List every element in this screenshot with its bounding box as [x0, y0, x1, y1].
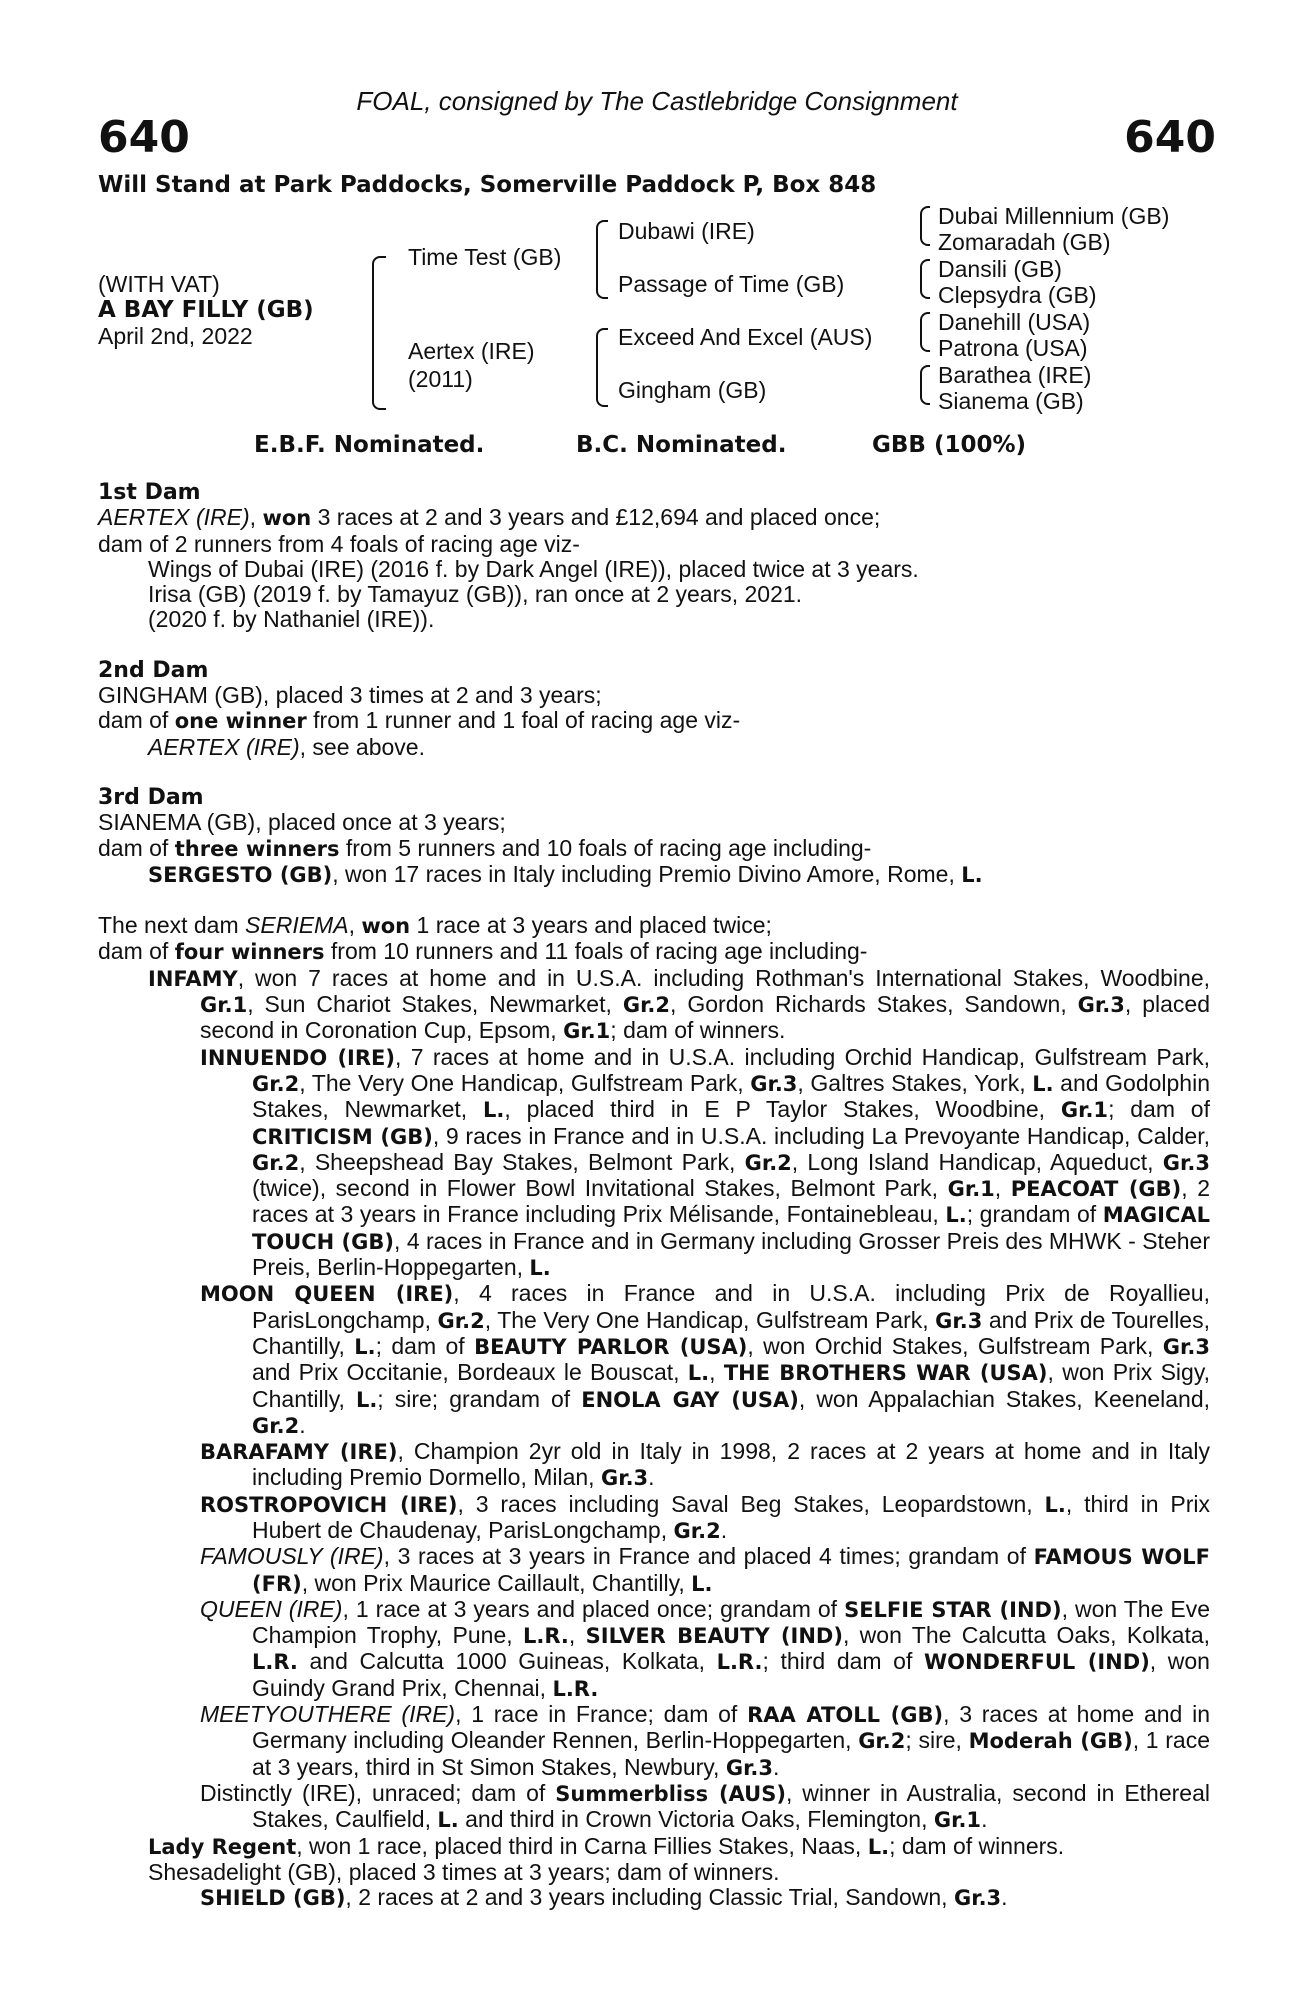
third-dam-produce-c: from 5 runners and 10 foals of racing age including-: [339, 834, 872, 861]
gbb-note: GBB (100%): [872, 432, 1027, 458]
first-dam-record: 3 races at 2 and 3 years and £12,694 and placed once;: [311, 504, 881, 531]
pedigree-g3: Dansili (GB): [938, 256, 1062, 282]
horse-name: A BAY FILLY (GB): [98, 297, 314, 323]
first-dam-line: AERTEX (IRE), won 3 races at 2 and 3 years and £12,694 and placed once;: [98, 504, 881, 531]
sergesto-listed: L.: [961, 862, 983, 887]
second-dam-winners: one winner: [174, 709, 307, 734]
entry-shield: SHIELD (GB), 2 races at 2 and 3 years including Classic Trial, Sandown, Gr.3.: [200, 1884, 1008, 1911]
lot-number-left: 640: [98, 112, 190, 163]
second-dam-produce-c: from 1 runner and 1 foal of racing age viz-: [306, 707, 741, 734]
third-dam-produce-a: dam of: [98, 834, 175, 861]
entry-queen: QUEEN (IRE), 1 race at 3 years and placed once; grandam of SELFIE STAR (IND), won The Eve Champion Trophy, Pune, L.R., SILVER BEAUTY (IND), won The Calcutta Oaks, Kolkata, L.R. and Calcutta 1000 Guineas, Kolkata, L.R.; third dam of WONDERFUL (IND), won Guindy Grand Prix, Chennai, L.R.: [200, 1595, 1211, 1701]
pedigree-g8: Sianema (GB): [938, 388, 1084, 414]
ebf-nomination: E.B.F. Nominated.: [254, 432, 485, 458]
pedigree-brace-sire: [596, 220, 608, 299]
first-dam-produce-1: Wings of Dubai (IRE) (2016 f. by Dark Angel (IRE)), placed twice at 3 years.: [148, 555, 919, 582]
entry-moon-queen: MOON QUEEN (IRE), 4 races in France and in U.S.A. including Prix de Royallieu, ParisLongchamp, Gr.2, The Very One Handicap, Gulfstream Park, Gr.3 and Prix de Tourelles, Chantilly, L.; dam of BEAUTY PARLOR (USA), won Orchid Stakes, Gulfstream Park, Gr.3 and Prix Occitanie, Bordeaux le Bouscat, L., THE BROTHERS WAR (USA), won Prix Sigy, Chantilly, L.; sire; grandam of ENOLA GAY (USA), won Appalachian Stakes, Keeneland, Gr.2.: [200, 1280, 1211, 1438]
third-dam-line: SIANEMA (GB), placed once at 3 years;: [98, 809, 506, 836]
foaling-date: April 2nd, 2022: [98, 323, 253, 349]
pedigree-g6: Patrona (USA): [938, 335, 1088, 361]
first-dam-produce-intro: dam of 2 runners from 4 foals of racing age viz-: [98, 530, 580, 557]
family-notes: [98, 480, 1210, 1911]
third-dam-produce-intro: [98, 836, 1210, 862]
entry-barafamy: BARAFAMY (IRE), Champion 2yr old in Italy in 1998, 2 races at 2 years at home and in Italy including Premio Dormello, Milan, Gr.3.: [200, 1438, 1211, 1491]
next-dam-name: SERIEMA: [245, 912, 349, 939]
pedigree-g5: Danehill (USA): [938, 309, 1091, 335]
pedigree-brace-g3: [920, 312, 930, 352]
next-dam-produce-intro: [98, 939, 1210, 965]
entry-shesadelight: Shesadelight (GB), placed 3 times at 3 years; dam of winners.: [148, 1858, 780, 1885]
pedigree-dam-sire: Exceed And Excel (AUS): [618, 324, 873, 350]
lot-number-right: 640: [1124, 112, 1216, 163]
pedigree-g7: Barathea (IRE): [938, 362, 1092, 388]
entry-meetyouthere: MEETYOUTHERE (IRE), 1 race in France; dam of RAA ATOLL (GB), 3 races at home and in Germany including Oleander Rennen, Berlin-Hoppegarten, Gr.2; sire, Moderah (GB), 1 race at 3 years, third in St Simon Stakes, Newbury, Gr.3.: [200, 1701, 1210, 1780]
first-dam-produce-3: (2020 f. by Nathaniel (IRE)).: [148, 606, 435, 633]
third-dam-heading: 3rd Dam: [98, 784, 204, 810]
next-dam-winners: four winners: [174, 940, 325, 965]
next-dam-won: won: [361, 914, 411, 939]
first-dam-heading: 1st Dam: [98, 480, 201, 505]
third-dam-produce-1: [98, 862, 1210, 888]
pedigree-dam-dam: Gingham (GB): [618, 377, 767, 403]
next-dam-a: The next dam: [98, 912, 246, 939]
pedigree-sire-sire: Dubawi (IRE): [618, 218, 755, 244]
first-dam-name: AERTEX (IRE): [98, 504, 250, 531]
entry-infamy: INFAMY, won 7 races at home and in U.S.A. including Rothman's International Stakes, Woodbine, Gr.1, Sun Chariot Stakes, Newmarket, Gr.2, Gordon Richards Stakes, Sandown, Gr.3, placed second in Coronation Cup, Epsom, Gr.1; dam of winners.: [148, 964, 1210, 1044]
entry-lady-regent: Lady Regent, won 1 race, placed third in Carna Fillies Stakes, Naas, L.; dam of winners.: [148, 1832, 1065, 1859]
next-dam-produce-a: dam of: [98, 938, 175, 965]
pedigree-g2: Zomaradah (GB): [938, 229, 1111, 255]
next-dam-produce-c: from 10 runners and 11 foals of racing age including-: [324, 938, 868, 965]
pedigree-brace-dam: [596, 328, 608, 407]
pedigree-brace-g4: [920, 365, 930, 405]
stand-location: Will Stand at Park Paddocks, Somerville Paddock P, Box 848: [98, 172, 877, 198]
pedigree-brace-g2: [920, 259, 930, 299]
second-dam-produce-intro: [98, 708, 1210, 734]
second-dam-produce-1: [98, 735, 1210, 760]
second-dam-produce-name: AERTEX (IRE): [148, 733, 300, 760]
first-dam-won: won: [262, 506, 312, 531]
third-dam-winners: three winners: [174, 836, 340, 861]
first-dam-produce-2: Irisa (GB) (2019 f. by Tamayuz (GB)), ran once at 2 years, 2021.: [148, 581, 803, 608]
pedigree-dam: Aertex (IRE): [408, 338, 535, 364]
entry-innuendo: INNUENDO (IRE), 7 races at home and in U.S.A. including Orchid Handicap, Gulfstream Park, Gr.2, The Very One Handicap, Gulfstream Park, Gr.3, Galtres Stakes, York, L. and Godolphin Stakes, Newmarket, L., placed third in E P Taylor Stakes, Woodbine, Gr.1; dam of CRITICISM (GB), 9 races in France and in U.S.A. including La Prevoyante Handicap, Calder, Gr.2, Sheepshead Bay Stakes, Belmont Park, Gr.2, Long Island Handicap, Aqueduct, Gr.3 (twice), second in Flower Bowl Invitational Stakes, Belmont Park, Gr.1, PEACOAT (GB), 2 races at 3 years in France including Prix Mélisande, Fontainebleau, L.; grandam of MAGICAL TOUCH (GB), 4 races in France and in Germany including Grosser Preis des MHWK - Steher Preis, Berlin-Hoppegarten, L.: [200, 1043, 1211, 1281]
second-dam-produce-a: dam of: [98, 707, 175, 734]
pedigree-sire: Time Test (GB): [408, 244, 562, 270]
pedigree-dam-year: (2011): [408, 366, 473, 392]
bc-nomination: B.C. Nominated.: [576, 432, 787, 458]
sergesto-record: , won 17 races in Italy including Premio Divino Amore, Rome,: [332, 860, 962, 887]
second-dam-heading: 2nd Dam: [98, 657, 209, 683]
pedigree-sire-dam: Passage of Time (GB): [618, 271, 845, 297]
entry-rostropovich: ROSTROPOVICH (IRE), 3 races including Saval Beg Stakes, Leopardstown, L., third in Prix Hubert de Chaudenay, ParisLongchamp, Gr.2.: [200, 1490, 1211, 1543]
next-dam-c: 1 race at 3 years and placed twice;: [410, 912, 772, 939]
second-dam-line: GINGHAM (GB), placed 3 times at 2 and 3 years;: [98, 682, 602, 709]
pedigree-g1: Dubai Millennium (GB): [938, 203, 1170, 229]
pedigree-brace-main: [372, 256, 386, 410]
vat-note: (WITH VAT): [98, 271, 220, 297]
pedigree-g4: Clepsydra (GB): [938, 282, 1097, 308]
second-dam-produce-rest: , see above.: [299, 733, 425, 760]
next-dam-b: ,: [348, 912, 362, 939]
entry-famously: FAMOUSLY (IRE), 3 races at 3 years in France and placed 4 times; grandam of FAMOUS WOLF (FR), won Prix Maurice Caillault, Chantilly, L.: [200, 1543, 1211, 1596]
sergesto-name: SERGESTO (GB): [148, 862, 333, 887]
entry-distinctly: Distinctly (IRE), unraced; dam of Summerbliss (AUS), winner in Australia, second in Ethereal Stakes, Caulfield, L. and third in Crown Victoria Oaks, Flemington, Gr.1.: [200, 1779, 1210, 1833]
consignment-line: FOAL, consigned by The Castlebridge Consignment: [356, 86, 958, 116]
next-dam-line: [98, 913, 1210, 939]
pedigree-brace-g1: [920, 206, 930, 246]
